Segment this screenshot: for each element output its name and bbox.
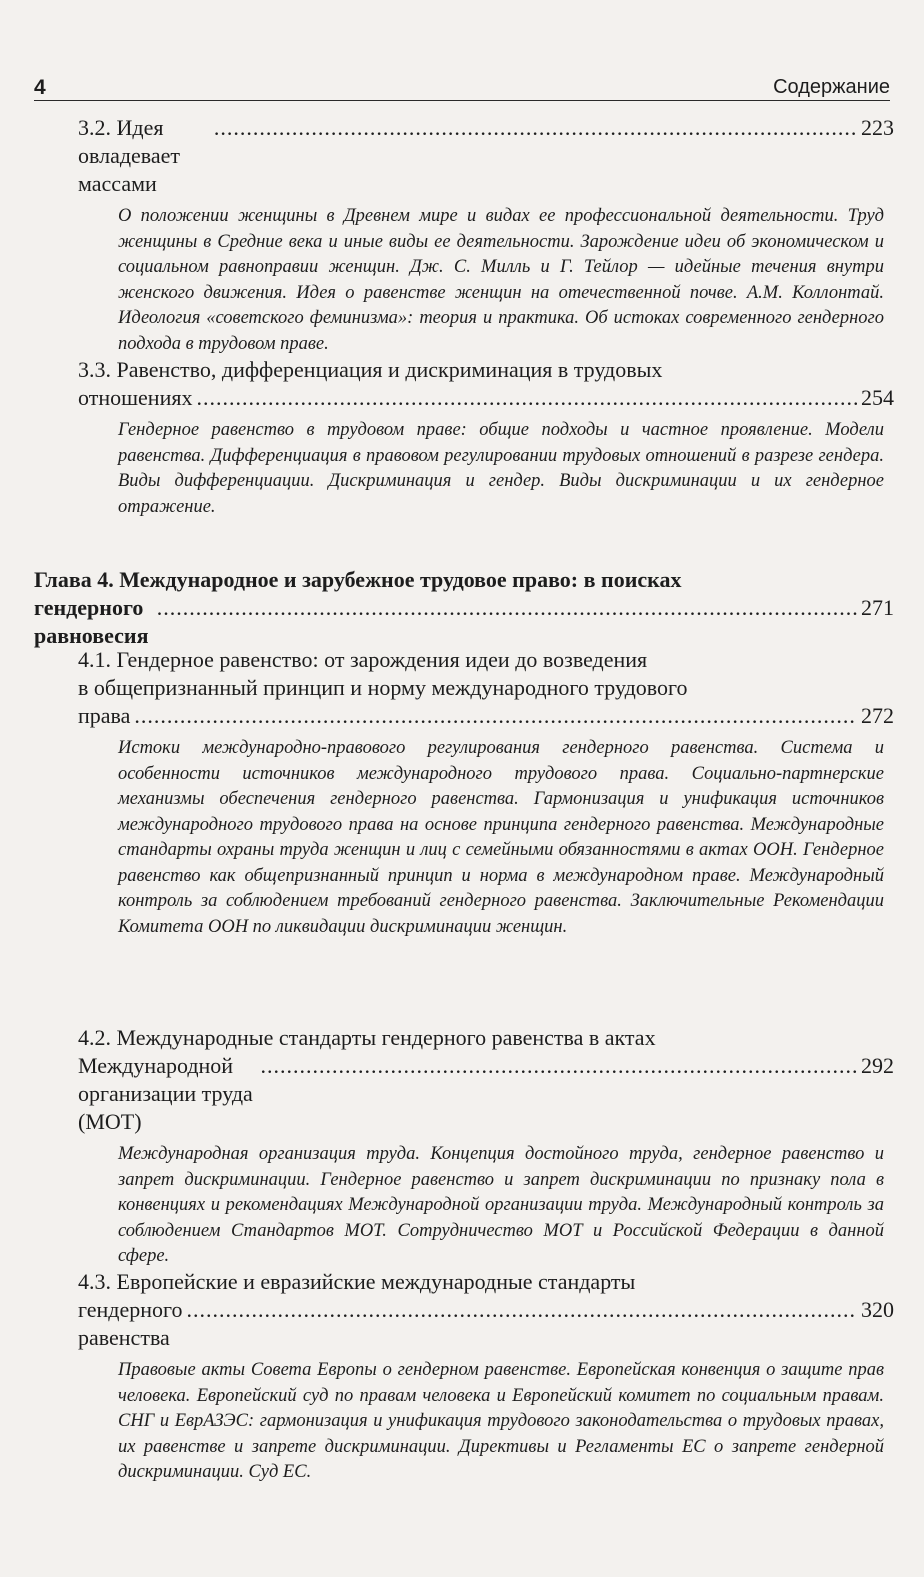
section-number: 4.3. <box>78 1269 111 1294</box>
toc-entry-4-1 <box>78 646 894 940</box>
page-ref: 320 <box>861 1297 894 1322</box>
toc-entry-3-3 <box>78 356 894 520</box>
leader-dots <box>214 114 857 142</box>
leader-dots <box>186 1296 857 1324</box>
chapter-title <box>34 566 894 650</box>
section-summary: Международная организация труда. Концепция достойного труда, гендерное равенство и запрет дискриминации. Гендерное равенство и запрет дискриминации по признаку пола в конвенциях и рекомендациях Международной организации труда. Международный контроль за соблюдением Стандартов МОТ. Сотрудничество МОТ и Российской Федерации в данной сфере. <box>118 1144 884 1266</box>
section-number: 3.3. <box>78 357 111 382</box>
toc-entry-title <box>78 1024 894 1136</box>
toc-entry-4-3 <box>78 1268 894 1486</box>
chapter-number: Глава 4. <box>34 567 114 592</box>
page-ref: 272 <box>861 703 894 728</box>
page-number: 4 <box>34 76 46 99</box>
page-ref: 271 <box>861 595 894 620</box>
chapter-title-line1: Международное и зарубежное трудовое право: в поисках <box>119 567 682 592</box>
section-summary: Правовые акты Совета Европы о гендерном равенстве. Европейская конвенция о защите прав человека. Европейский суд по правам человека и Европейский комитет по социальным правам. СНГ и ЕврАЗЭС: гармонизация и унификация трудового законодательства о трудовых правах, их равенстве и запрете дискриминации. Директивы и Регламенты ЕС о запрете гендерной дискриминации. Суд ЕС. <box>118 1360 884 1482</box>
section-summary: О положении женщины в Древнем мире и видах ее профессиональной деятельности. Труд женщины в Средние века и иные виды ее деятельности. Зарождение идеи об экономическом и социальном равноправии женщин. Дж. С. Милль и Г. Тейлор — идейные течения внутри женского движения. Идея о равенстве женщин на отечественной почве. А.М. Коллонтай. Идеология «советского феминизма»: теория и практика. Об истоках современного гендерного подхода в трудовом праве. <box>118 206 884 354</box>
section-number: 3.2. <box>78 115 111 140</box>
leader-dots <box>134 702 857 730</box>
toc-entry-title <box>78 1268 894 1352</box>
toc-entry-title <box>78 356 894 412</box>
leader-dots <box>260 1052 857 1080</box>
section-title-line2: Международной организации труда (МОТ) <box>78 1053 253 1134</box>
section-title-line1: Международные стандарты гендерного равенства в актах <box>116 1025 656 1050</box>
section-summary: Гендерное равенство в трудовом праве: общие подходы и частное проявление. Модели равенства. Дифференциация в правовом регулировании трудовых отношений в разрезе гендера. Виды дифференциации. Дискриминация и гендер. Виды дискриминации и их гендерное отражение. <box>118 420 884 517</box>
toc-entry-3-2 <box>78 114 894 357</box>
toc-entry-title <box>78 114 894 198</box>
leader-dots <box>157 594 857 622</box>
toc-entry-4-2 <box>78 1024 894 1270</box>
section-title-line1: Равенство, дифференциация и дискриминация в трудовых <box>116 357 663 382</box>
running-title: Содержание <box>773 76 890 98</box>
section-number: 4.2. <box>78 1025 111 1050</box>
section-title-line2: права <box>78 703 131 728</box>
section-title-line2: отношениях <box>78 385 193 410</box>
page-ref: 292 <box>861 1053 894 1078</box>
section-title-line1b: в общепризнанный принцип и норму международного трудового <box>78 675 688 700</box>
running-header <box>34 76 890 101</box>
section-number: 4.1. <box>78 647 111 672</box>
section-title-line1: Гендерное равенство: от зарождения идеи до возведения <box>116 647 648 672</box>
page-ref: 254 <box>861 385 894 410</box>
section-summary: Истоки международно-правового регулирования гендерного равенства. Система и особенности источников международного трудового права. Социально-партнерские механизмы обеспечения гендерного равенства. Гармонизация и унификация источников международного трудового права на основе принципа гендерного равенства. Международные стандарты охраны труда женщин и лиц с семейными обязанностями в актах ООН. Гендерное равенство как общепризнанный принцип и норма в международном праве. Международный контроль за соблюдением требований гендерного равенства. Заключительные Рекомендации Комитета ООН по ликвидации дискриминации женщин. <box>118 738 884 937</box>
chapter-title-line2: гендерного равновесия <box>34 595 149 648</box>
section-title-line2: гендерного равенства <box>78 1297 183 1350</box>
leader-dots <box>196 384 857 412</box>
section-title-line1: Европейские и евразийские международные стандарты <box>116 1269 636 1294</box>
toc-chapter-4 <box>34 566 894 650</box>
page-ref: 223 <box>861 115 894 140</box>
toc-entry-title <box>78 646 894 730</box>
section-title: Идея овладевает массами <box>78 115 181 196</box>
